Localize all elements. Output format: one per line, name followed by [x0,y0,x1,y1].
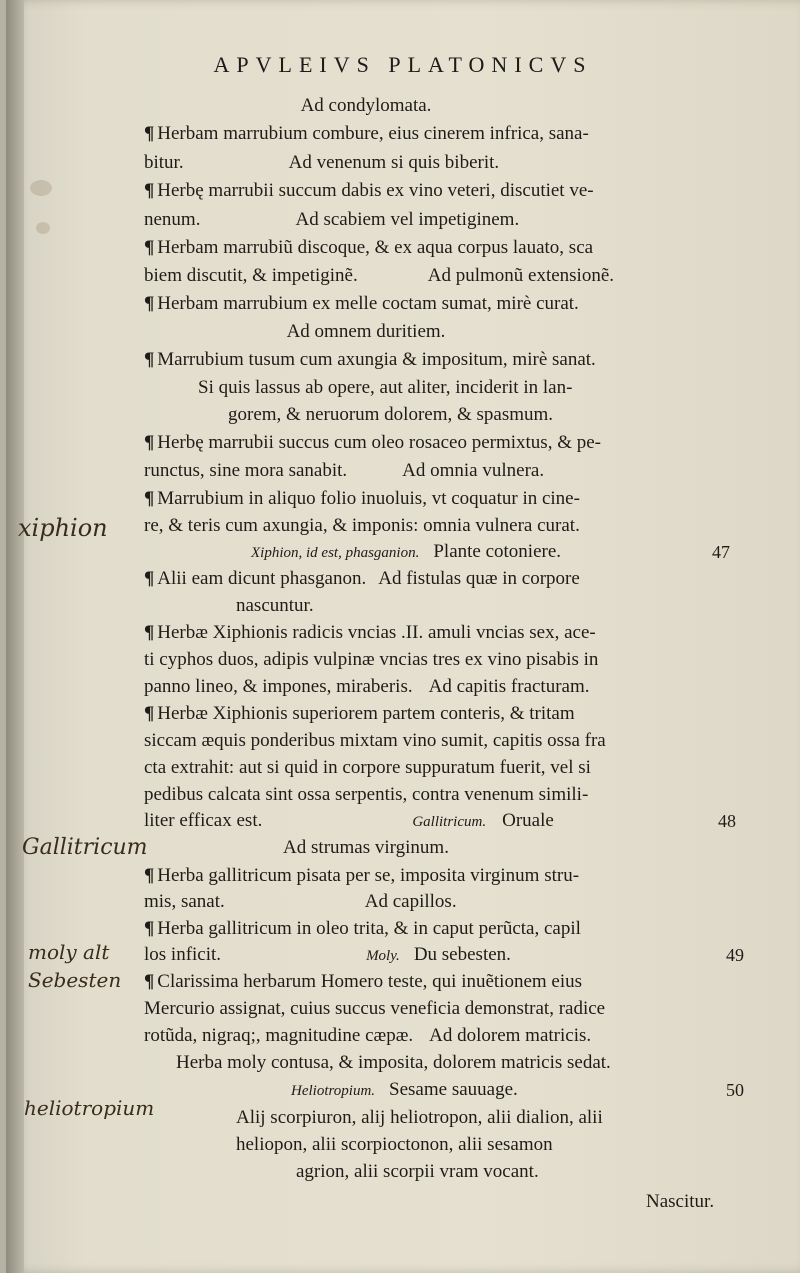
paragraph-line: cta extrahit: aut si quid in corpore suppuratum fuerit, vel si [144,757,591,778]
paragraph-line: runctus, sine mora sanabit. Ad omnia vulnera. [144,460,545,481]
paragraph-line: nenum. Ad scabiem vel impetiginem. [144,209,520,230]
paragraph-line: ¶ Herbę marrubii succus cum oleo rosaceo permixtus, & pe- [144,432,601,453]
marginal-note: xiphion [18,514,108,542]
paragraph-line: ¶ Marrubium tusum cum axungia & impositum, mirè sanat. [144,349,596,370]
paragraph-line: re, & teris cum axungia, & imponis: omnia vulnera curat. [144,515,580,536]
paragraph-line: biem discutit, & impetiginẽ. Ad pulmonũ extensionẽ. [144,265,615,286]
heading-lassus-cont: gorem, & neruorum dolorem, & spasmum. [228,404,554,425]
plant-number: 50 [726,1080,744,1100]
marginal-note: heliotropium [24,1096,155,1120]
pilcrow-icon: ¶ [144,865,155,886]
paragraph-line: ¶ Alii eam dicunt phasganon. Ad fistulas quæ in corpore [144,568,580,589]
plant-number: 49 [726,945,744,965]
paragraph-line: ¶ Herbam marrubium combure, eius cinerem infrica, sana- [144,123,589,144]
paragraph-line: siccam æquis ponderibus mixtam vino sumit, capitis ossa fra [144,730,606,751]
heading-capillos: Ad capillos. [364,891,457,912]
paragraph-line: pedibus calcata sint ossa serpentis, contra venenum simili- [144,784,589,805]
paragraph-line: panno lineo, & impones, miraberis. Ad capitis fracturam. [144,676,590,697]
heading-condylomata: Ad condylomata. [300,95,432,116]
plant-french-name: Oruale [502,810,554,831]
marginal-note: Gallitricum [22,835,148,860]
paragraph-line: heliopon, alii scorpioctonon, alii sesamon [236,1134,553,1155]
running-head: APVLEIVS PLATONICVS [213,52,593,77]
paragraph-line: agrion, alii scorpii vram vocant. [296,1161,539,1182]
paragraph-line: liter efficax est. Gallitricum. Oruale [144,810,554,831]
paragraph-line: ¶ Herba gallitricum in oleo trita, & in caput perũcta, capil [144,918,581,939]
paragraph-line: mis, sanat. Ad capillos. [144,891,457,912]
heading-venenum: Ad venenum si quis biberit. [288,152,500,173]
plant-name: Moly. [366,948,400,964]
book-page [6,0,800,1273]
pilcrow-icon: ¶ [144,918,155,939]
pilcrow-icon: ¶ [144,349,155,370]
paragraph-line: bitur. Ad venenum si quis biberit. [144,152,500,173]
paragraph-line: ¶ Herbę marrubii succum dabis ex vino veteri, discutiet ve- [144,180,594,201]
heading-scabiem: Ad scabiem vel impetiginem. [295,209,520,230]
paragraph-line: Herba moly contusa, & imposita, dolorem matricis sedat. [176,1052,611,1073]
marginal-note: Sebesten [28,968,122,992]
heading-matricis: Ad dolorem matricis. [429,1025,592,1046]
paragraph-line: ¶ Marrubium in aliquo folio inuoluis, vt coquatur in cine- [144,488,580,509]
pilcrow-icon: ¶ [144,237,155,258]
plant-heading-xiphion: Xiphion, id est, phasganion. Plante cotoniere. [251,541,562,562]
paragraph-line: ¶ Herbam marrubiũ discoque, & ex aqua corpus lauato, sca [144,237,594,258]
paragraph-line: Alij scorpiuron, alij heliotropon, alii dialion, alii [236,1107,603,1128]
paragraph-line: ¶ Herbam marrubium ex melle coctam sumat, mirè curat. [144,293,579,314]
pilcrow-icon: ¶ [144,180,155,201]
plant-number: 47 [712,542,730,562]
heading-strumas: Ad strumas virginum. [283,837,449,858]
plant-name: Gallitricum. [412,814,487,830]
paragraph-line: ¶ Herba gallitricum pisata per se, imposita virginum stru- [144,865,580,886]
plant-french-name: Du sebesten. [413,944,511,965]
pilcrow-icon: ¶ [144,432,155,453]
pilcrow-icon: ¶ [144,568,155,589]
paragraph-line: los inficit. Moly. Du sebesten. [144,944,511,965]
heading-lassus: Si quis lassus ab opere, aut aliter, inciderit in lan- [198,377,573,398]
heading-duritiem: Ad omnem duritiem. [286,321,446,342]
pilcrow-icon: ¶ [144,622,155,643]
plant-number: 48 [718,811,736,831]
paragraph-line: ti cyphos duos, adipis vulpinæ vncias tres ex vino pisabis in [144,649,599,670]
heading-pulmonum: Ad pulmonũ extensionẽ. [427,265,615,286]
paragraph-line: ¶ Herbæ Xiphionis superiorem partem conteris, & tritam [144,703,575,724]
paragraph-line: ¶ Herbæ Xiphionis radicis vncias .II. amuli vncias sex, ace- [144,622,596,643]
paragraph-line: Mercurio assignat, cuius succus veneficia demonstrat, radice [144,998,606,1019]
pilcrow-icon: ¶ [144,971,155,992]
marginal-note: moly alt [28,940,110,964]
paragraph-line: nascuntur. [236,595,314,616]
paragraph-line: ¶ Clarissima herbarum Homero teste, qui inuẽtionem eius [144,971,583,992]
paragraph-line: rotũda, nigraq;, magnitudine cæpæ. Ad dolorem matricis. [144,1025,592,1046]
heading-vulnera: Ad omnia vulnera. [402,460,545,481]
plant-heading-heliotropium: Heliotropium. Sesame sauuage. [291,1079,518,1100]
pilcrow-icon: ¶ [144,488,155,509]
pilcrow-icon: ¶ [144,123,155,144]
catchword: Nascitur. [646,1191,715,1212]
pilcrow-icon: ¶ [144,293,155,314]
heading-capitis: Ad capitis fracturam. [428,676,590,697]
pilcrow-icon: ¶ [144,703,155,724]
body-text [6,0,800,1273]
